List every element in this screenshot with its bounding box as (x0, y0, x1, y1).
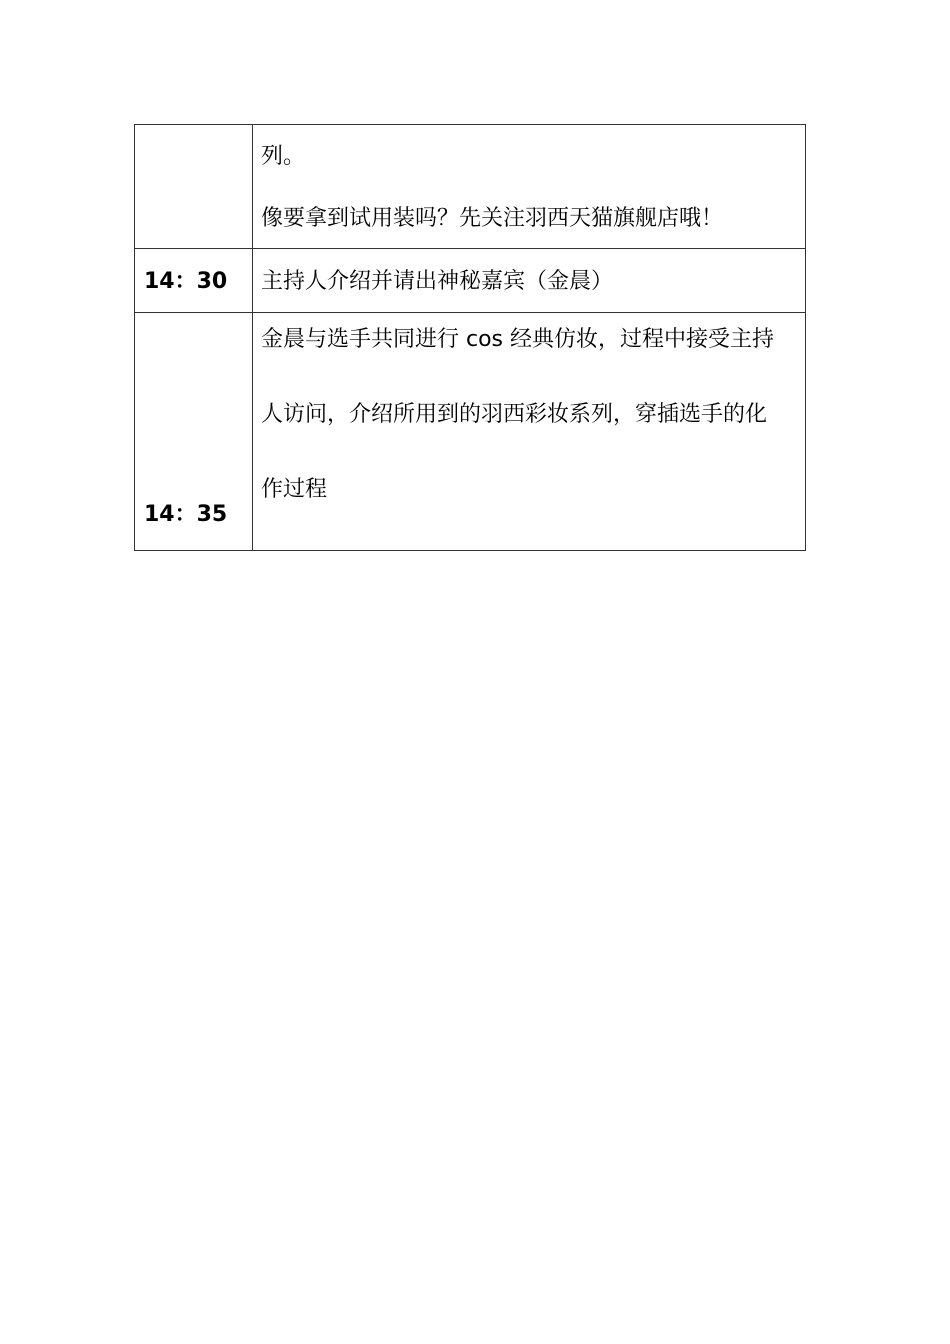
content-cell (253, 249, 806, 313)
content-line: 像要拿到试用装吗？先关注羽西天猫旗舰店哦！ (261, 206, 724, 231)
table-row (135, 313, 806, 551)
content-line: 列。 (261, 144, 306, 169)
time-cell (135, 313, 253, 551)
content-line: 人访问，介绍所用到的羽西彩妆系列，穿插选手的化 (261, 402, 768, 427)
table-row (135, 125, 806, 249)
content-cell (253, 313, 806, 551)
schedule-table (134, 124, 806, 551)
content-cell (253, 125, 806, 249)
table-row (135, 249, 806, 313)
time-cell (135, 125, 253, 249)
time-text: 14：30 (144, 269, 228, 294)
content-line: 金晨与选手共同进行 cos 经典仿妆，过程中接受主持 (261, 327, 775, 352)
content-line: 作过程 (261, 477, 328, 502)
content-line: 主持人介绍并请出神秘嘉宾（金晨） (261, 269, 614, 294)
time-cell (135, 249, 253, 313)
time-text: 14：35 (144, 502, 228, 527)
